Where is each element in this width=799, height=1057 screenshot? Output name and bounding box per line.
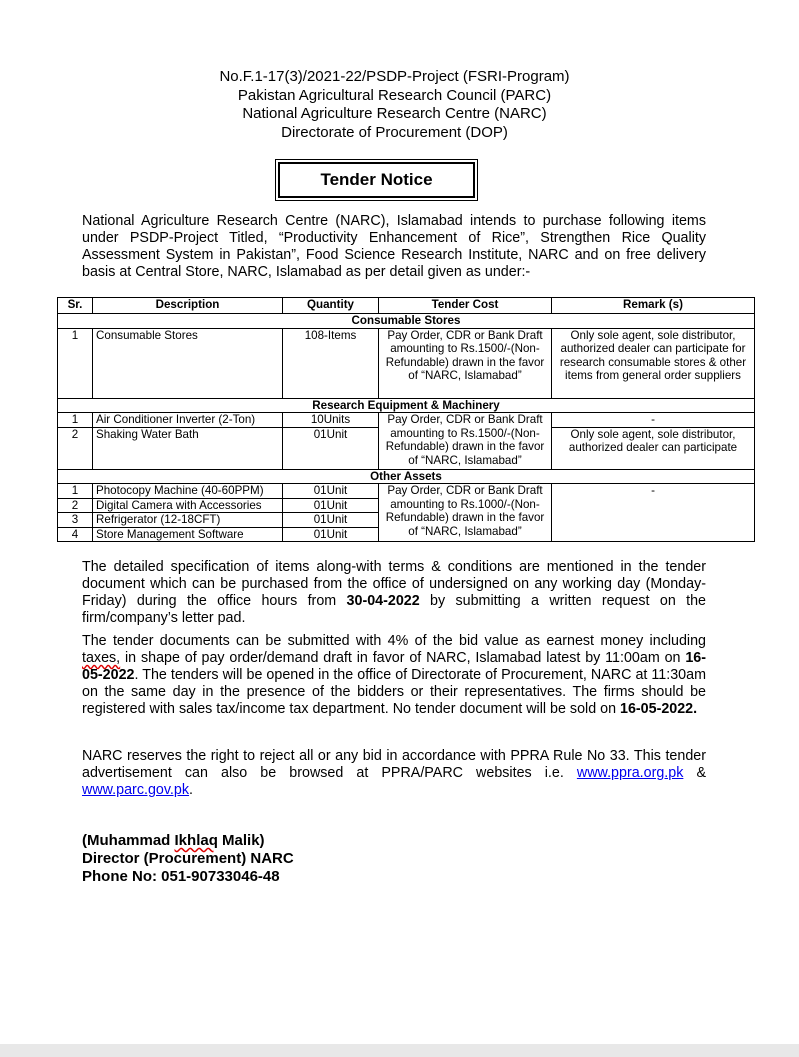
cell-remark: Only sole agent, sole distributor, authorized dealer can participate for research consumable stores & other items from general order suppliers bbox=[552, 328, 755, 398]
signatory-name bbox=[82, 832, 294, 850]
tender-table bbox=[57, 297, 755, 542]
submission-date: 16-05-2022 bbox=[82, 650, 706, 683]
cell-tender-cost: Pay Order, CDR or Bank Draft amounting to Rs.1500/-(Non-Refundable) drawn in the favor of “NARC, Islamabad” bbox=[379, 413, 552, 470]
signature-block bbox=[82, 832, 294, 886]
table-row bbox=[58, 484, 755, 499]
cell-quantity: 01Unit bbox=[283, 484, 379, 499]
cell-description: Refrigerator (12-18CFT) bbox=[93, 513, 283, 528]
file-number: No.F.1-17(3)/2021-22/PSDP-Project (FSRI-Program) bbox=[219, 68, 570, 85]
table-row bbox=[58, 413, 755, 428]
rights-text-3: . bbox=[189, 782, 193, 798]
cell-tender-cost: Pay Order, CDR or Bank Draft amounting to Rs.1500/-(Non-Refundable) drawn in the favor of “NARC, Islamabad” bbox=[379, 328, 552, 398]
cell-description: Store Management Software bbox=[93, 527, 283, 542]
docs-text-2: in shape of pay order/demand draft in favor of NARC, Islamabad latest by 11:00am on bbox=[120, 650, 686, 666]
cell-description: Consumable Stores bbox=[93, 328, 283, 398]
letter-header bbox=[0, 68, 789, 142]
header-remarks: Remark (s) bbox=[552, 298, 755, 314]
table-row bbox=[58, 328, 755, 398]
cell-description: Photocopy Machine (40-60PPM) bbox=[93, 484, 283, 499]
cell-quantity: 108-Items bbox=[283, 328, 379, 398]
name-open: (Muhammad bbox=[82, 832, 175, 849]
spec-text-2: by submitting a written request on the firm/company’s letter pad. bbox=[82, 593, 707, 626]
cell-sr: 3 bbox=[58, 513, 93, 528]
section-title: Research Equipment & Machinery bbox=[58, 398, 755, 413]
name-close: Malik) bbox=[217, 832, 265, 849]
section-row bbox=[58, 469, 755, 484]
cell-remark: - bbox=[552, 413, 755, 428]
rights-text-2: & bbox=[683, 765, 706, 781]
purchase-start-date: 30-04-2022 bbox=[346, 593, 420, 609]
specification-paragraph bbox=[82, 559, 706, 627]
header-tender-cost: Tender Cost bbox=[379, 298, 552, 314]
table-header-row bbox=[58, 298, 755, 314]
name-middle: Ikhlaq bbox=[174, 832, 218, 849]
last-sale-date: 16-05-2022. bbox=[620, 701, 698, 717]
cell-quantity: 01Unit bbox=[283, 527, 379, 542]
cell-sr: 2 bbox=[58, 498, 93, 513]
bottom-bar bbox=[0, 1044, 799, 1057]
cell-sr: 1 bbox=[58, 413, 93, 428]
title-box bbox=[275, 159, 478, 201]
cell-quantity: 10Units bbox=[283, 413, 379, 428]
docs-text-1: The tender documents can be submitted with 4% of the bid value as earnest money including bbox=[82, 633, 706, 649]
header-description: Description bbox=[93, 298, 283, 314]
cell-quantity: 01Unit bbox=[283, 427, 379, 469]
cell-sr: 2 bbox=[58, 427, 93, 469]
cell-description: Shaking Water Bath bbox=[93, 427, 283, 469]
header-quantity: Quantity bbox=[283, 298, 379, 314]
cell-quantity: 01Unit bbox=[283, 498, 379, 513]
section-title: Other Assets bbox=[58, 469, 755, 484]
ppra-link[interactable]: www.ppra.org.pk bbox=[576, 765, 684, 781]
signatory-designation: Director (Procurement) NARC bbox=[82, 850, 294, 867]
parc-link[interactable]: www.parc.gov.pk bbox=[82, 782, 190, 798]
cell-sr: 4 bbox=[58, 527, 93, 542]
cell-sr: 1 bbox=[58, 484, 93, 499]
section-title: Consumable Stores bbox=[58, 314, 755, 329]
spec-text-1: The detailed specification of items along-with terms & conditions are mentioned in the tender document which can be purchased from the office of undersigned on any working day (Monday-Friday) during the office hours from bbox=[82, 559, 706, 609]
organization-parc: Pakistan Agricultural Research Council (PARC) bbox=[237, 86, 552, 104]
cell-description: Air Conditioner Inverter (2-Ton) bbox=[93, 413, 283, 428]
rights-text-1: NARC reserves the right to reject all or any bid in accordance with PPRA Rule No 33. This tender advertisement can also be browsed at PPRA/PARC websites i.e. bbox=[82, 748, 706, 781]
cell-remark: Only sole agent, sole distributor, authorized dealer can participate bbox=[552, 427, 755, 469]
page-title: Tender Notice bbox=[278, 162, 475, 198]
section-row bbox=[58, 314, 755, 329]
intro-paragraph: National Agriculture Research Centre (NARC), Islamabad intends to purchase following items under PSDP-Project Titled, “Productivity Enhancement of Rice”, Strengthen Rice Quality Assessment System in Pakistan”, Food Science Research Institute, NARC and on free delivery basis at Central Store, NARC, Islamabad as per detail given as under:- bbox=[82, 213, 706, 280]
signatory-phone: Phone No: 051-90733046-48 bbox=[82, 868, 280, 885]
header-sr: Sr. bbox=[58, 298, 93, 314]
docs-taxes: taxes, bbox=[82, 650, 121, 666]
cell-quantity: 01Unit bbox=[283, 513, 379, 528]
docs-text-3: . The tenders will be opened in the office of Directorate of Procurement, NARC at 11:30am on the same day in the presence of the bidders or their representatives. The firms should be registered with sales tax/income tax department. No tender document will be sold on bbox=[82, 667, 706, 717]
directorate: Directorate of Procurement (DOP) bbox=[281, 123, 508, 141]
cell-remark: - bbox=[552, 484, 755, 542]
rights-paragraph bbox=[82, 748, 706, 799]
cell-sr: 1 bbox=[58, 328, 93, 398]
submission-paragraph bbox=[82, 633, 706, 718]
organization-narc: National Agriculture Research Centre (NARC) bbox=[242, 105, 547, 122]
cell-tender-cost: Pay Order, CDR or Bank Draft amounting to Rs.1000/-(Non-Refundable) drawn in the favor of “NARC, Islamabad” bbox=[379, 484, 552, 542]
section-row bbox=[58, 398, 755, 413]
cell-description: Digital Camera with Accessories bbox=[93, 498, 283, 513]
